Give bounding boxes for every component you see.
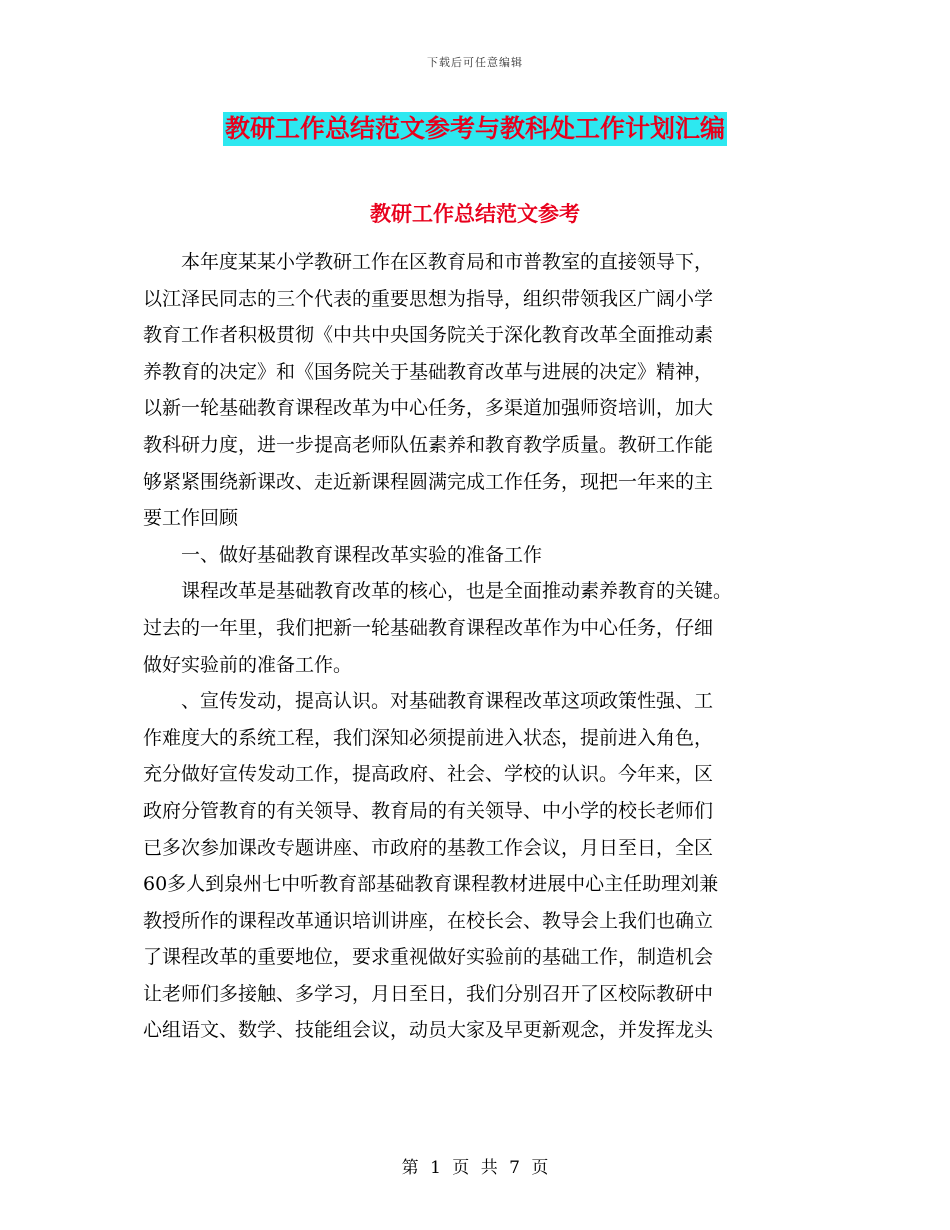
text-line: 、宣传发动，提高认识。对基础教育课程改革这项政策性强、工: [143, 690, 714, 713]
main-title: 教研工作总结范文参考与教科处工作计划汇编: [223, 112, 727, 146]
text-line: 够紧紧围绕新课改、走近新课程圆满完成工作任务，现把一年来的主: [143, 470, 714, 493]
text-line: 本年度某某小学教研工作在区教育局和市普教室的直接领导下，: [143, 251, 714, 273]
text-line: 60多人到泉州七中听教育部基础教育课程教材进展中心主任助理刘兼: [143, 873, 719, 896]
text-line: 教授所作的课程改革通识培训讲座，在校长会、教导会上我们也确立: [143, 909, 714, 932]
section-title: 教研工作总结范文参考: [370, 202, 580, 226]
text-line: 作难度大的系统工程，我们深知必须提前进入状态，提前进入角色，: [143, 726, 714, 749]
text-line: 要工作回顾: [143, 507, 239, 530]
body-text: [143, 244, 809, 1049]
text-line: 已多次参加课改专题讲座、市政府的基教工作会议，月日至日，全区: [143, 836, 714, 859]
text-line: 以江泽民同志的三个代表的重要思想为指导，组织带领我区广阔小学: [143, 287, 714, 310]
text-line: 心组语文、数学、技能组会议，动员大家及早更新观念，并发挥龙头: [143, 1019, 714, 1042]
section-heading-line: 一、做好基础教育课程改革实验的准备工作: [143, 543, 543, 566]
main-title-wrap: [0, 112, 950, 146]
text-line: 养教育的决定》和《国务院关于基础教育改革与进展的决定》精神，: [143, 360, 714, 383]
text-line: 课程改革是基础教育改革的核心，也是全面推动素养教育的关键。: [143, 580, 733, 603]
text-line: 过去的一年里，我们把新一轮基础教育课程改革作为中心任务，仔细: [143, 616, 714, 639]
text-line: 充分做好宣传发动工作，提高政府、社会、学校的认识。今年来，区: [143, 763, 714, 786]
text-line: 政府分管教育的有关领导、教育局的有关领导、中小学的校长老师们: [143, 799, 714, 822]
text-line: 教科研力度，进一步提高老师队伍素养和教育教学质量。教研工作能: [143, 433, 714, 456]
header-note: 下载后可任意编辑: [427, 56, 523, 69]
text-line: 了课程改革的重要地位，要求重视做好实验前的基础工作，制造机会: [143, 946, 714, 969]
text-line: 教育工作者积极贯彻《中共中央国务院关于深化教育改革全面推动素: [143, 324, 714, 347]
text-line: 以新一轮基础教育课程改革为中心任务，多渠道加强师资培训，加大: [143, 397, 714, 420]
page-footer: 第 1 页 共 7 页: [401, 1158, 549, 1178]
text-line: 让老师们多接触、多学习，月日至日，我们分别召开了区校际教研中: [143, 982, 714, 1005]
text-line: 做好实验前的准备工作。: [143, 653, 353, 676]
